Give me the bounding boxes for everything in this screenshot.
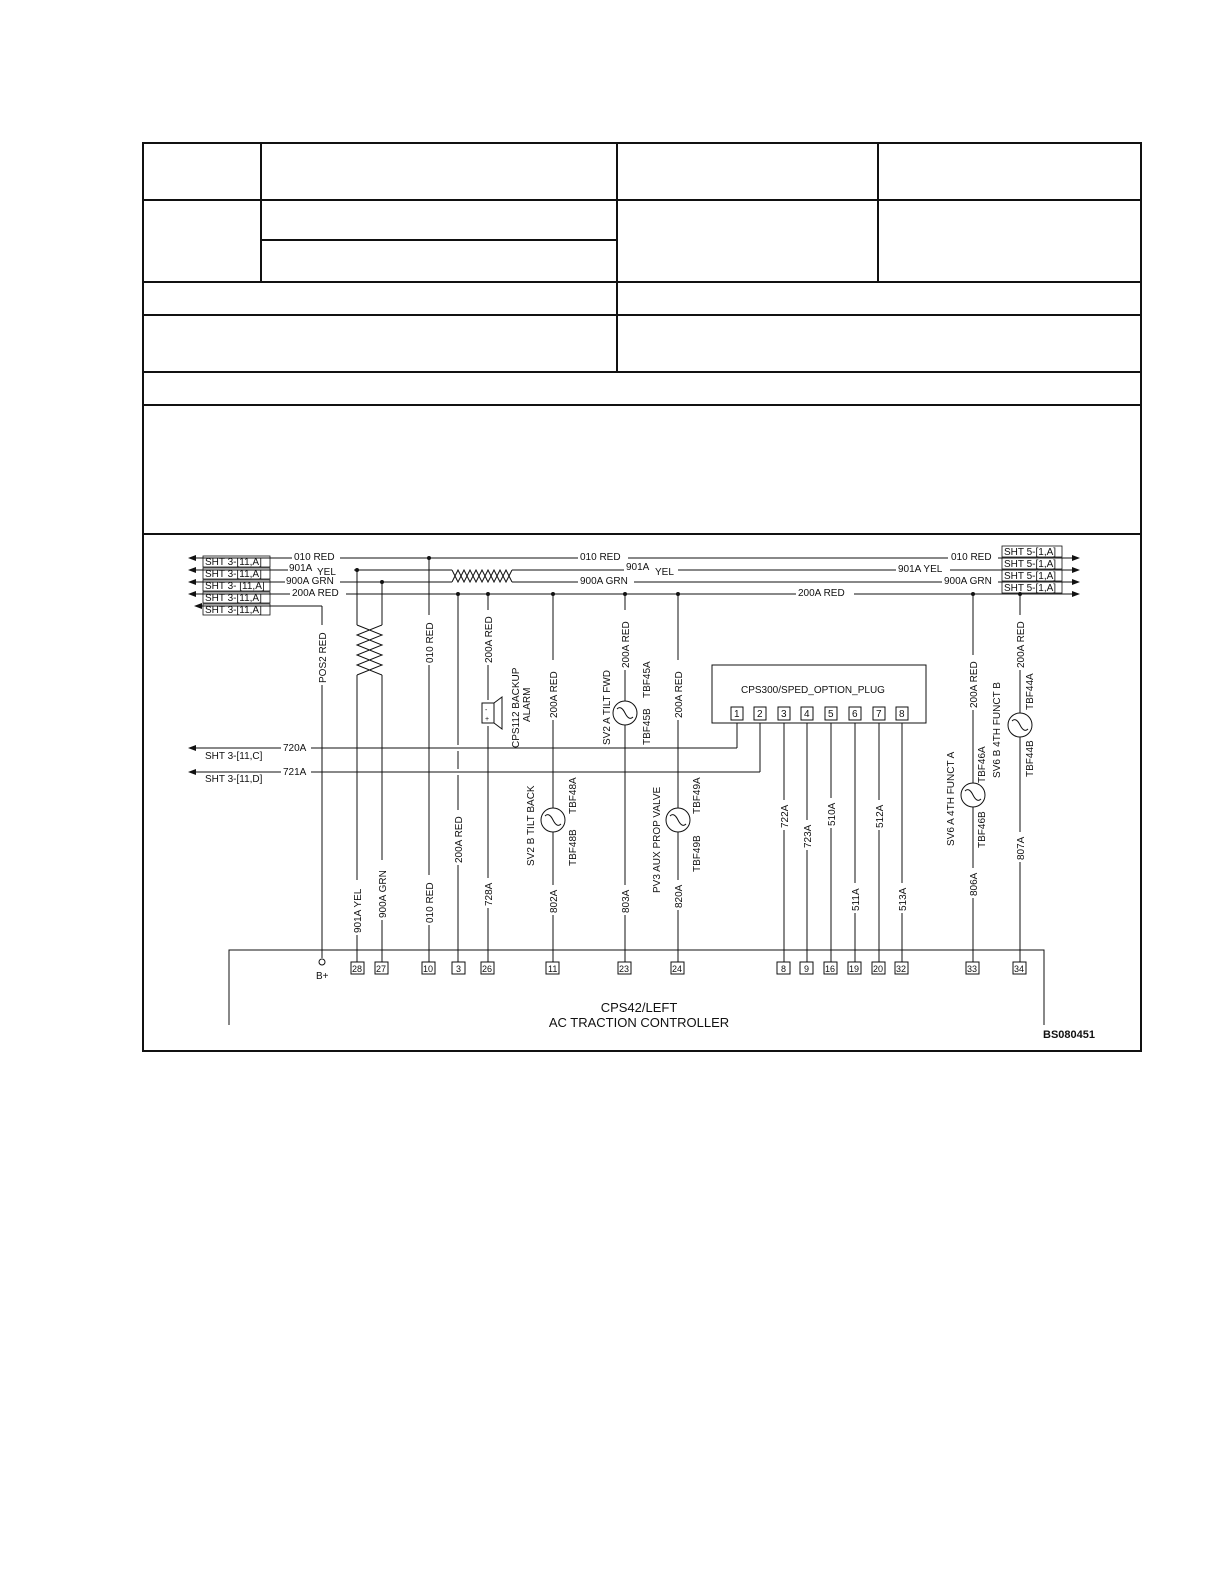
plug-pin-6: 6 [852,709,858,720]
wire-511a: 511A [851,888,862,911]
sv2b-label: SV2 B TILT BACK [526,785,537,866]
ctrl-pin-16: 16 [825,964,836,974]
wire-720a: 720A [283,743,307,754]
wire-510a: 510A [827,802,838,826]
ref-left-4: SHT 3-[11,A] [205,593,262,604]
ref-left-1: SHT 3-[11,A] [205,557,262,568]
ctrl-pin-20: 20 [873,964,884,974]
wire-901a-yel: 901A YEL [353,888,364,933]
ref-right-4: SHT 5-[1,A] [1004,583,1057,594]
tbf44a-label: TBF44A [1025,673,1036,710]
wire-512a: 512A [875,804,886,828]
ref-left-2: SHT 3-[11,A] [205,569,262,580]
ctrl-pin-24: 24 [672,964,683,974]
ctrl-pin-34: 34 [1014,964,1025,974]
alarm-label-1: CPS112 BACKUP [511,667,522,748]
tbf45a-label: TBF45A [642,661,653,698]
sv6b-label: SV6 B 4TH FUNCT B [992,682,1003,778]
sv2a-label: SV2 A TILT FWD [602,669,613,745]
tbf48b-label: TBF48B [568,829,579,866]
bus-900-mid: 900A GRN [580,576,628,587]
tbf49b-label: TBF49B [692,835,703,872]
wire-200-sv6a: 200A RED [969,661,980,708]
wire-728a: 728A [484,882,495,906]
bus-yel-left: YEL [317,567,336,578]
wire-pos2: POS2 RED [318,632,329,683]
bus-901-mid: 901A [626,562,650,573]
wire-200-pin3: 200A RED [454,816,465,863]
bus-200-left: 200A RED [292,588,339,599]
ctrl-pin-10: 10 [423,964,434,974]
wire-803a: 803A [621,889,632,913]
plug-pin-5: 5 [828,709,834,720]
ctrl-pin-9: 9 [804,964,810,974]
alarm-label-2: ALARM [522,687,533,722]
ctrl-pin-26: 26 [482,964,493,974]
tbf46b-label: TBF46B [977,811,988,848]
wire-900a-grn: 900A GRN [378,870,389,918]
plug-pin-2: 2 [757,709,763,720]
ctrl-pin-28: 28 [352,964,363,974]
bus-900-left: 900A GRN [286,576,334,587]
plug-pin-7: 7 [876,709,882,720]
wire-820a: 820A [674,884,685,908]
wire-722a: 722A [780,804,791,828]
wire-200-sv2b: 200A RED [549,671,560,718]
controller-description: AC TRACTION CONTROLLER [548,1015,730,1030]
plug-pin-1: 1 [734,709,740,720]
diagram-id: BS080451 [1043,1029,1095,1041]
sv6a-label: SV6 A 4TH FUNCT A [946,751,957,846]
ctrl-pin-32: 32 [896,964,907,974]
bplus-terminal [319,959,325,965]
tbf44b-label: TBF44B [1025,740,1036,777]
bus-010-mid: 010 RED [580,552,621,563]
controller-name: CPS42/LEFT [600,1000,678,1015]
wire-200-pv3: 200A RED [674,671,685,718]
plug-pin-8: 8 [899,709,905,720]
option-plug-title: CPS300/SPED_OPTION_PLUG [741,685,885,696]
ctrl-pin-3: 3 [456,964,462,974]
ctrl-pin-19: 19 [849,964,860,974]
tbf49a-label: TBF49A [692,777,703,814]
pv3-label: PV3 AUX PROP VALVE [652,786,663,893]
bus-901-left: 901A [289,563,313,574]
ref-right-2: SHT 5-[1,A] [1004,559,1057,570]
ref-720a: SHT 3-[11,C] [205,751,263,762]
wire-200-sv2a: 200A RED [621,621,632,668]
controller-pin-boxes [351,962,1026,974]
ref-left-5: SHT 3-[11,A] [205,605,262,616]
alarm-plus: + [485,716,490,723]
plug-pin-4: 4 [804,709,810,720]
bus-010-left: 010 RED [294,552,335,563]
ref-left-3: SHT 3- [11,A] [205,581,265,592]
ctrl-pin-11: 11 [548,964,558,974]
wire-010-lower: 010 RED [425,882,436,923]
wire-806a: 806A [969,872,980,896]
bus-010-right: 010 RED [951,552,992,563]
wire-721a: 721A [283,767,307,778]
tbf45b-label: TBF45B [642,708,653,745]
bplus-label: B+ [316,971,329,982]
tbf48a-label: TBF48A [568,777,579,814]
wire-010-upper: 010 RED [425,622,436,663]
bus-900-right: 900A GRN [944,576,992,587]
ref-721a: SHT 3-[11,D] [205,774,263,785]
ctrl-pin-33: 33 [967,964,978,974]
wire-200-alarm: 200A RED [484,616,495,663]
plug-pin-3: 3 [781,709,787,720]
alarm-minus: - [485,707,488,714]
bus-yel-mid: YEL [655,567,674,578]
bus-200-mid: 200A RED [798,588,845,599]
ctrl-pin-23: 23 [619,964,630,974]
wire-807a: 807A [1016,836,1027,860]
ctrl-pin-27: 27 [376,964,387,974]
wire-723a: 723A [803,824,814,848]
ref-right-1: SHT 5-[1,A] [1004,547,1057,558]
wire-200-sv6b: 200A RED [1016,621,1027,668]
bus-901-right: 901A YEL [898,564,943,575]
ref-right-3: SHT 5-[1,A] [1004,571,1057,582]
wire-802a: 802A [549,889,560,913]
tbf46a-label: TBF46A [977,746,988,783]
ctrl-pin-8: 8 [781,964,787,974]
wire-513a: 513A [898,887,909,911]
